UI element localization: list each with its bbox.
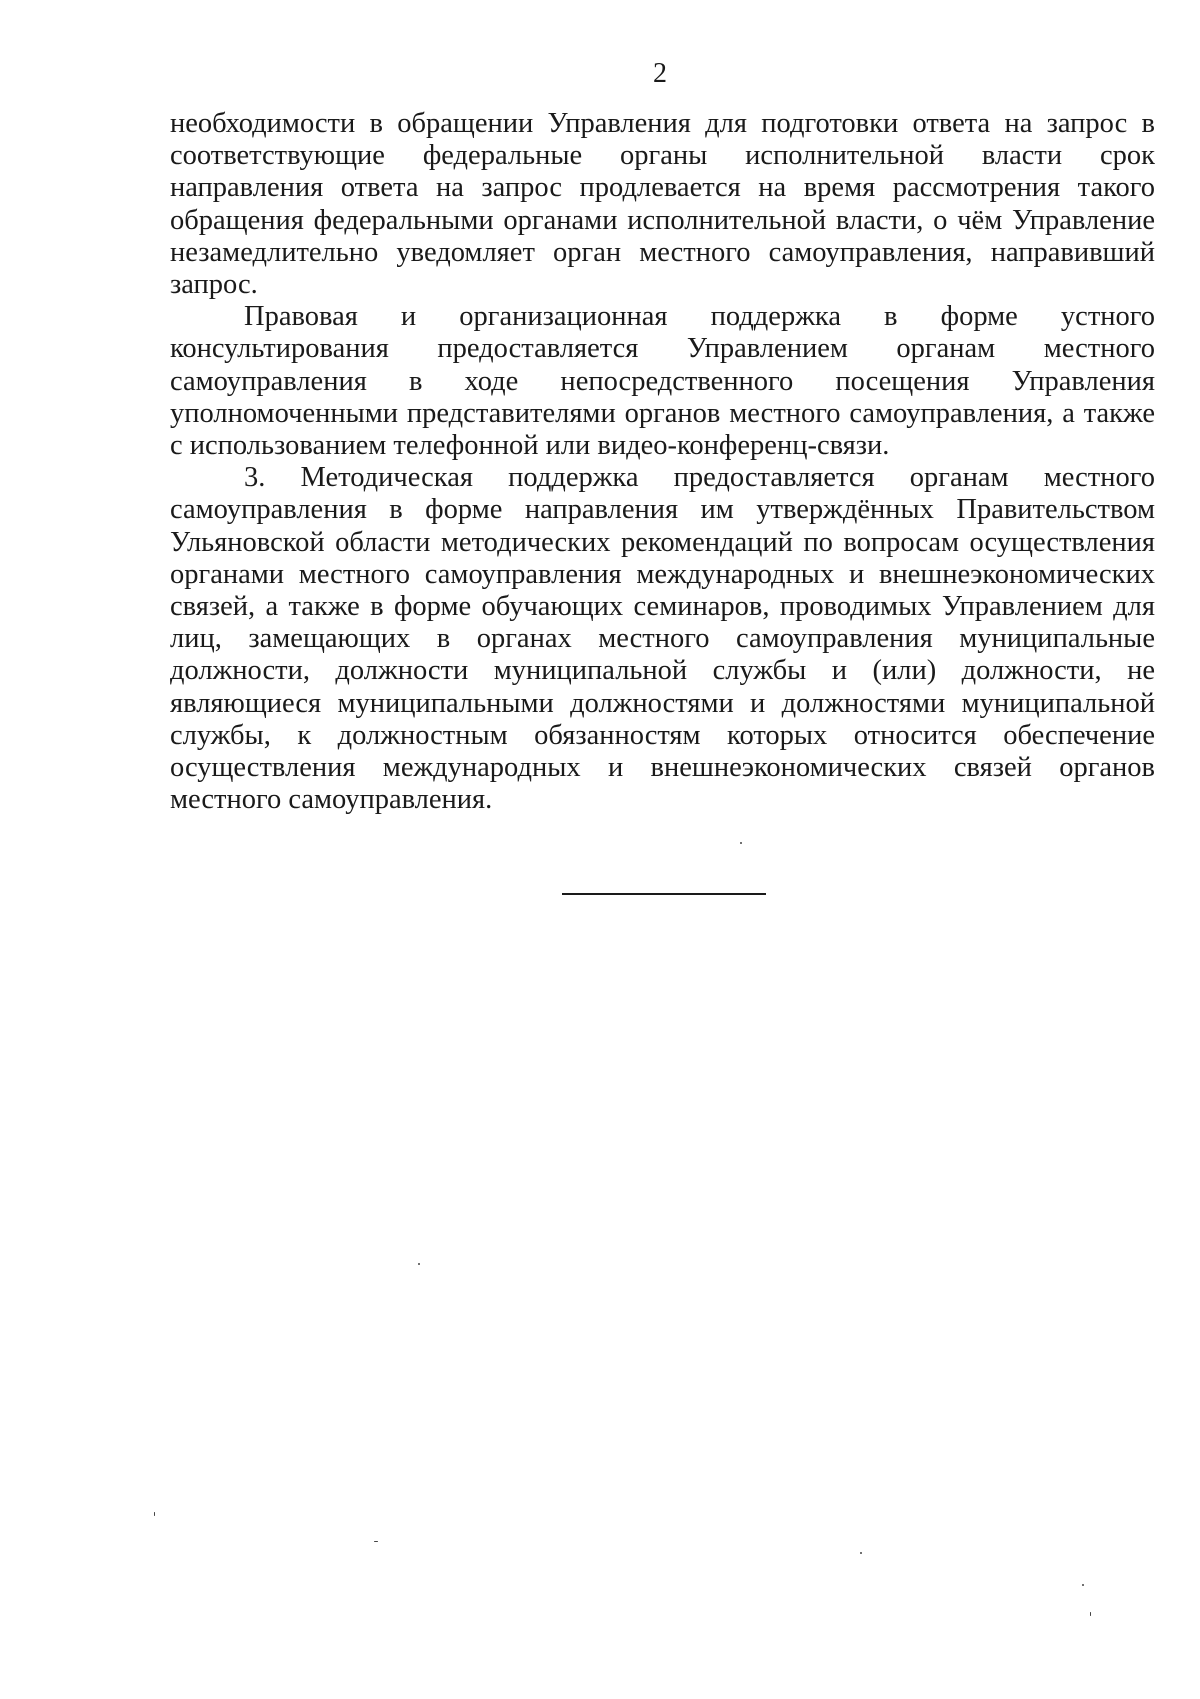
scan-speck: [860, 1552, 862, 1554]
page-number: [0, 58, 1200, 90]
paragraph-legal-support: Правовая и организационная поддержка в форме устного консультирования предоставляется Управлением органам местного самоуправления в ходе непосредственного посещения Управления уполномоченными представителями органов местного самоуправления, а также с использованием телефонной или видео-конференц-связи.: [170, 301, 1155, 462]
scan-speck: [154, 1512, 155, 1516]
scan-speck: [418, 1263, 420, 1265]
end-of-text-rule: [562, 893, 766, 895]
scan-speck: [740, 842, 742, 844]
scan-speck: [1082, 1584, 1084, 1586]
page-number-text: 2: [653, 58, 667, 89]
document-body: [170, 108, 1155, 816]
scan-speck: [1090, 1612, 1091, 1616]
paragraph-continuation: необходимости в обращении Управления для подготовки ответа на запрос в соответствующие федеральные органы исполнительной власти срок направления ответа на запрос продлевается на время рассмотрения такого обращения федеральными органами исполнительной власти, о чём Управление незамедлительно уведомляет орган местного самоуправления, направивший запрос.: [170, 108, 1155, 301]
scan-speck: [374, 1541, 378, 1542]
paragraph-methodical-support: 3. Методическая поддержка предоставляется органам местного самоуправления в форме направления им утверждённых Правительством Ульяновской области методических рекомендаций по вопросам осуществления органами местного самоуправления международных и внешнеэкономических связей, а также в форме обучающих семинаров, проводимых Управлением для лиц, замещающих в органах местного самоуправления муниципальные должности, должности муниципальной службы и (или) должности, не являющиеся муниципальными должностями и должностями муниципальной службы, к должностным обязанностям которых относится обеспечение осуществления международных и внешнеэкономических связей органов местного самоуправления.: [170, 462, 1155, 816]
